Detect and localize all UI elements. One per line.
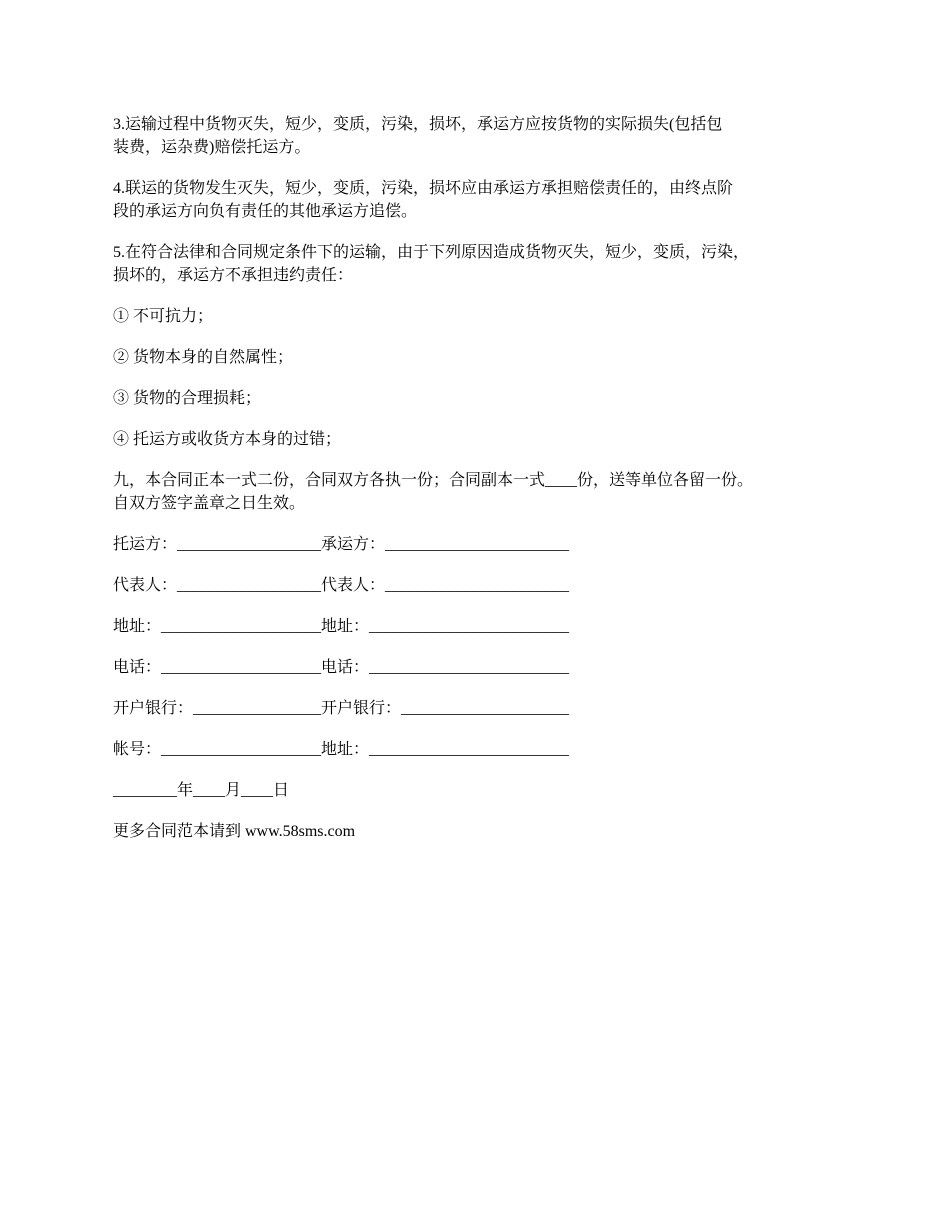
signature-line-representative: 代表人：__________________代表人：_______________________ [113,577,570,594]
signature-line-shipper: 托运方：__________________承运方：_______________________ [113,536,570,553]
footer-note: 更多合同范本请到 www.58sms.com [113,823,356,840]
document-page [113,113,853,861]
clause-4: 4.联运的货物发生灭失，短少，变质，污染，损坏应由承运方承担赔偿责任的，由终点阶 段的承运方向负有责任的其他承运方追偿。 [113,180,734,220]
signature-line-account: 帐号：____________________地址：_________________________ [113,741,570,758]
clause-5: 5.在符合法律和合同规定条件下的运输，由于下列原因造成货物灭失，短少，变质，污染， 损坏的，承运方不承担违约责任： [113,244,750,284]
signature-line-bank: 开户银行：________________开户银行：_____________________ [113,700,570,717]
date-line: ________年____月____日 [113,782,290,799]
clause-9: 九，本合同正本一式二份，合同双方各执一份；合同副本一式____份，送等单位各留一份。 自双方签字盖章之日生效。 [113,472,754,512]
exemption-item-3: ③ 货物的合理损耗； [113,390,262,407]
signature-line-address: 地址：____________________地址：_________________________ [113,618,570,635]
signature-line-phone: 电话：____________________电话：_________________________ [113,659,570,676]
exemption-item-2: ② 货物本身的自然属性； [113,349,294,366]
clause-3: 3.运输过程中货物灭失，短少，变质，污染，损坏，承运方应按货物的实际损失(包括包 装费，运杂费)赔偿托运方。 [113,116,723,156]
exemption-item-4: ④ 托运方或收货方本身的过错； [113,431,342,448]
exemption-item-1: ① 不可抗力； [113,308,214,325]
